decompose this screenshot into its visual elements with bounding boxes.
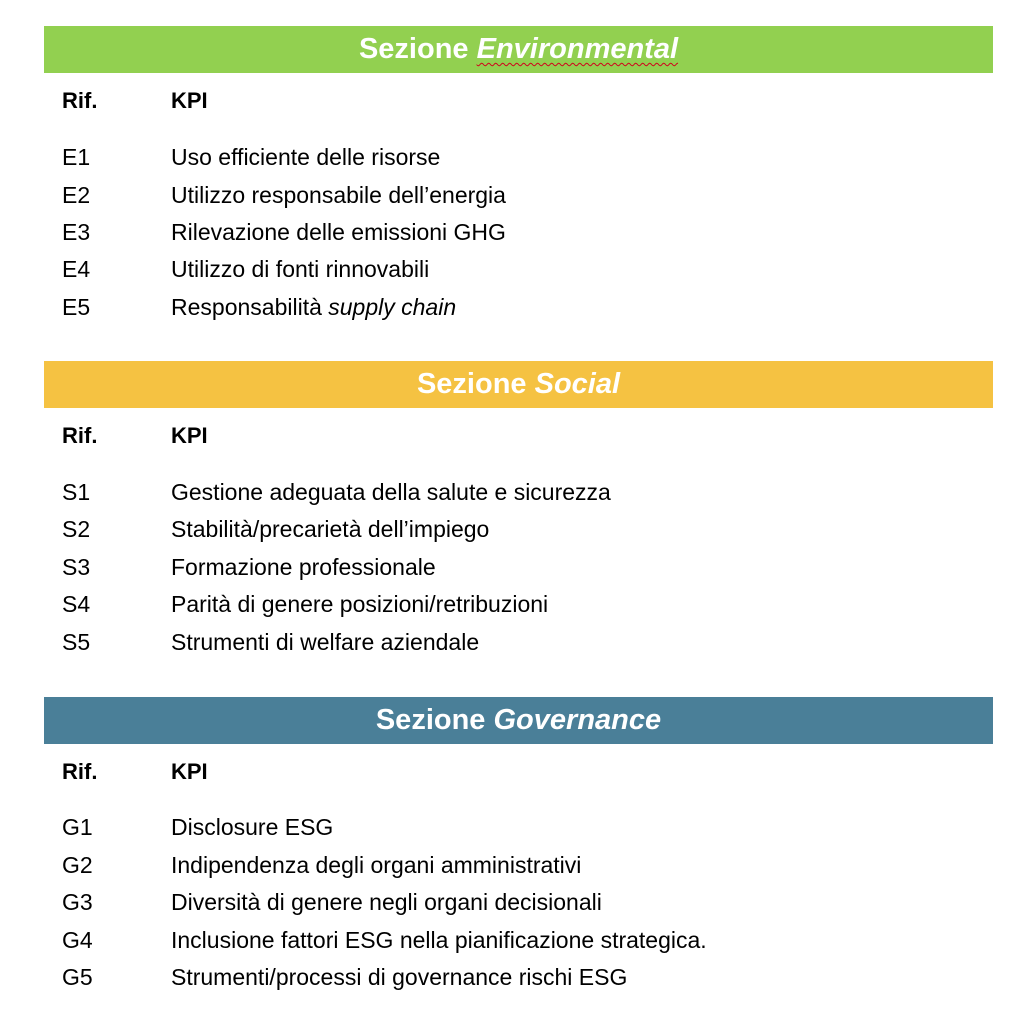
section-title-emphasis: Governance xyxy=(493,704,662,736)
row-ref: S5 xyxy=(62,629,91,655)
row-kpi xyxy=(171,925,707,955)
table-row xyxy=(0,217,1024,247)
kpi-column-header: KPI xyxy=(171,88,208,113)
kpi-text: Responsabilità xyxy=(171,294,329,320)
row-kpi xyxy=(171,514,489,544)
row-kpi xyxy=(171,180,506,210)
section-title-prefix: Sezione xyxy=(358,33,477,65)
row-ref: S2 xyxy=(62,516,91,542)
table-row xyxy=(0,292,1024,322)
row-ref: S4 xyxy=(62,591,91,617)
ref-column-header: Rif. xyxy=(62,759,98,784)
row-kpi xyxy=(171,142,440,172)
table-row xyxy=(0,142,1024,172)
row-kpi xyxy=(171,962,627,992)
kpi-text: Strumenti/processi di governance rischi ESG xyxy=(171,964,628,990)
row-kpi xyxy=(171,589,548,619)
row-ref: E3 xyxy=(62,219,91,245)
kpi-text: Rilevazione delle emissioni GHG xyxy=(171,219,506,245)
kpi-text: Utilizzo di fonti rinnovabili xyxy=(171,256,430,282)
ref-column-header: Rif. xyxy=(62,88,98,113)
table-row xyxy=(0,850,1024,880)
row-ref: E5 xyxy=(62,294,91,320)
row-kpi xyxy=(171,292,456,322)
kpi-text: Inclusione fattori ESG nella pianificazione strategica. xyxy=(171,927,707,953)
table-row xyxy=(0,589,1024,619)
row-ref: S1 xyxy=(62,479,91,505)
table-row xyxy=(0,477,1024,507)
section-banner xyxy=(44,361,993,408)
row-ref: G2 xyxy=(62,852,93,878)
row-ref: G5 xyxy=(62,964,93,990)
table-row xyxy=(0,254,1024,284)
kpi-text: Gestione adeguata della salute e sicurezza xyxy=(171,479,611,505)
row-ref: E1 xyxy=(62,144,91,170)
row-kpi xyxy=(171,552,436,582)
table-row xyxy=(0,514,1024,544)
row-kpi xyxy=(171,627,479,657)
row-kpi xyxy=(171,477,611,507)
kpi-text: Parità di genere posizioni/retribuzioni xyxy=(171,591,549,617)
kpi-text: Uso efficiente delle risorse xyxy=(171,144,441,170)
table-row xyxy=(0,962,1024,992)
section-banner xyxy=(44,697,993,744)
row-kpi xyxy=(171,812,333,842)
row-kpi xyxy=(171,217,506,247)
kpi-column-header: KPI xyxy=(171,423,208,448)
kpi-text: Diversità di genere negli organi decisionali xyxy=(171,889,602,915)
table-row xyxy=(0,627,1024,657)
row-kpi xyxy=(171,254,429,284)
table-row xyxy=(0,925,1024,955)
section-title-prefix: Sezione xyxy=(416,368,535,400)
row-ref: G4 xyxy=(62,927,93,953)
table-row xyxy=(0,812,1024,842)
row-ref: G1 xyxy=(62,814,93,840)
table-row xyxy=(0,180,1024,210)
kpi-text: Formazione professionale xyxy=(171,554,436,580)
kpi-text: Stabilità/precarietà dell’impiego xyxy=(171,516,490,542)
section-title-emphasis: Social xyxy=(534,368,621,400)
kpi-text-emphasis: supply chain xyxy=(328,294,457,320)
row-ref: S3 xyxy=(62,554,91,580)
section-title-emphasis: Environmental xyxy=(476,33,679,65)
ref-column-header: Rif. xyxy=(62,423,98,448)
row-kpi xyxy=(171,850,581,880)
row-kpi xyxy=(171,887,602,917)
kpi-text: Indipendenza degli organi amministrativi xyxy=(171,852,582,878)
table-row xyxy=(0,552,1024,582)
row-ref: E2 xyxy=(62,182,91,208)
section-banner xyxy=(44,26,993,73)
section-title-prefix: Sezione xyxy=(375,704,494,736)
kpi-column-header: KPI xyxy=(171,759,208,784)
kpi-text: Utilizzo responsabile dell’energia xyxy=(171,182,506,208)
kpi-text: Disclosure ESG xyxy=(171,814,334,840)
table-row xyxy=(0,887,1024,917)
row-ref: G3 xyxy=(62,889,93,915)
kpi-text: Strumenti di welfare aziendale xyxy=(171,629,480,655)
row-ref: E4 xyxy=(62,256,91,282)
